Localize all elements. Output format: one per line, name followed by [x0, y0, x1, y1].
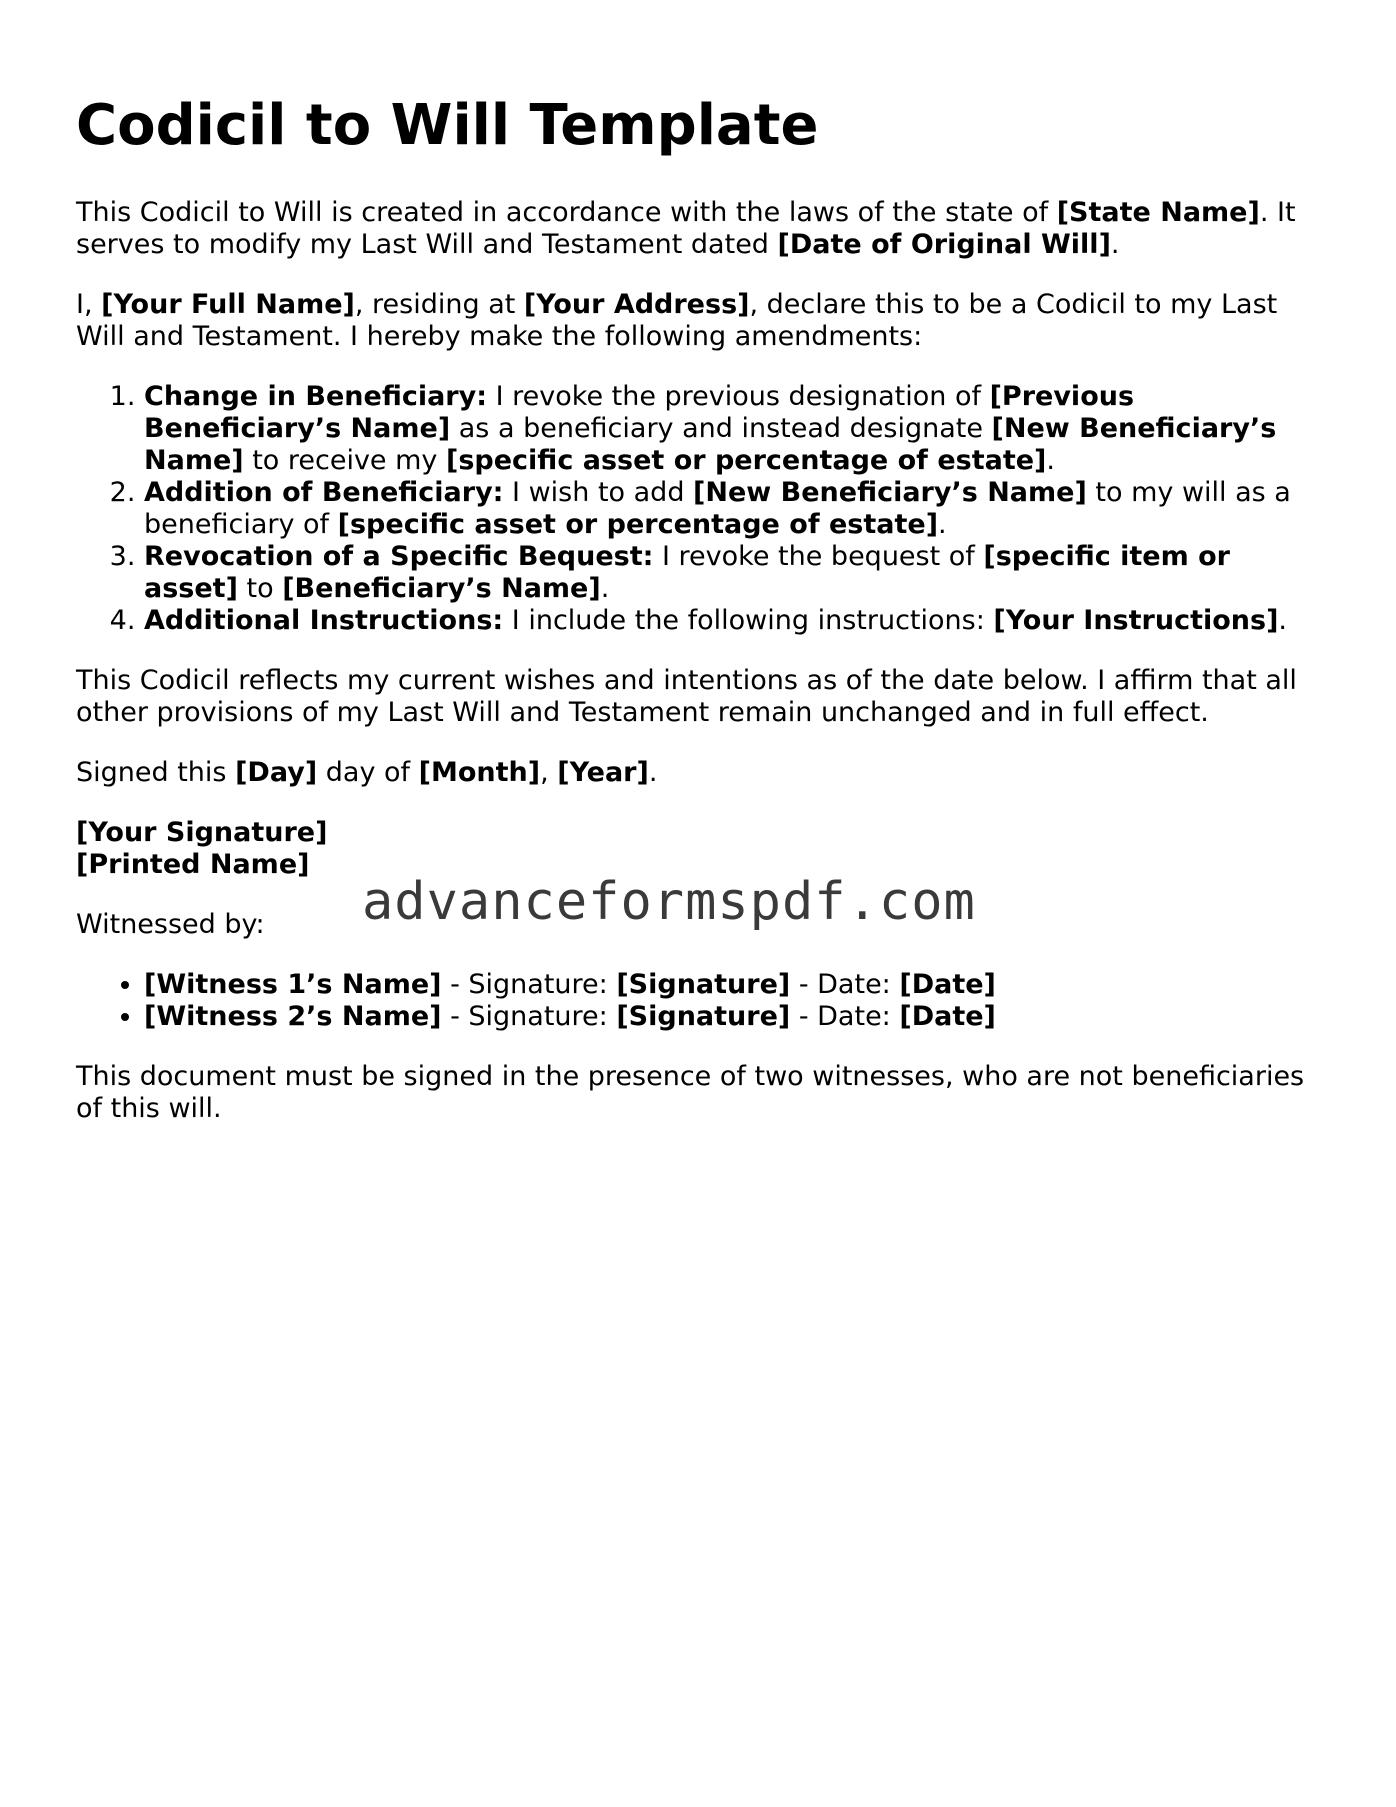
declaration-paragraph: I, [Your Full Name], residing at [Your Address], declare this to be a Codicil to my Last Will and Testament. I hereby make the following amendments: [76, 288, 1278, 352]
printed-name-placeholder: [Printed Name] [76, 848, 310, 880]
amendment-heading: Additional Instructions: [144, 604, 504, 636]
list-item: 1. Change in Beneficiary: I revoke the previous designation of [Previous Beneficiary’s Name] as a beneficiary and instead designate [New Beneficiary’s Name] to receive my [specific asset or percentage of estate]. [144, 381, 1326, 477]
day-placeholder: [Day] [235, 756, 318, 788]
amendment-heading: Change in Beneficiary: [144, 380, 488, 412]
month-placeholder: [Month] [418, 756, 541, 788]
year-placeholder: [Year] [557, 756, 649, 788]
witnessed-by-label: Witnessed by: [76, 908, 265, 940]
footer-note: This document must be signed in the presence of two witnesses, who are not beneficiaries of this will. [76, 1060, 1305, 1124]
list-item: • [Witness 1’s Name] - Signature: [Signature] - Date: [Date] [144, 969, 1326, 1001]
original-will-date-placeholder: [Date of Original Will] [777, 228, 1111, 260]
intro-paragraph: This Codicil to Will is created in accordance with the laws of the state of [State Name]. It serves to modify my Last Will and Testament dated [Date of Original Will]. [76, 196, 1296, 260]
amendments-list [76, 381, 1326, 637]
state-name-placeholder: [State Name] [1056, 196, 1260, 228]
list-item: 2. Addition of Beneficiary: I wish to add [New Beneficiary’s Name] to my will as a beneficiary of [specific asset or percentage of estate]. [144, 477, 1326, 541]
signature-block [76, 817, 1326, 881]
list-item: • [Witness 2’s Name] - Signature: [Signature] - Date: [Date] [144, 1001, 1326, 1033]
signature-placeholder: [Your Signature] [76, 816, 328, 848]
amendment-heading: Addition of Beneficiary: [144, 476, 504, 508]
witness-name: [Witness 1’s Name] [144, 968, 442, 1000]
address-placeholder: [Your Address] [523, 288, 750, 320]
amendment-heading: Revocation of a Specific Bequest: [144, 540, 654, 572]
witness-name: [Witness 2’s Name] [144, 1000, 442, 1032]
witness-list [76, 969, 1326, 1033]
page-title: Codicil to Will Template [76, 93, 819, 158]
full-name-placeholder: [Your Full Name] [101, 288, 355, 320]
list-item: 4. Additional Instructions: I include the following instructions: [Your Instructions]. [144, 605, 1326, 637]
list-item: 3. Revocation of a Specific Bequest: I revoke the bequest of [specific item or asset] to [Beneficiary’s Name]. [144, 541, 1326, 605]
document-page [76, 0, 1326, 1125]
watermark: advanceformspdf.com [362, 872, 976, 932]
affirmation-paragraph: This Codicil reflects my current wishes and intentions as of the date below. I affirm that all other provisions of my Last Will and Testament remain unchanged and in full effect. [76, 664, 1297, 728]
signed-date-line: Signed this [Day] day of [Month], [Year]. [76, 756, 658, 788]
